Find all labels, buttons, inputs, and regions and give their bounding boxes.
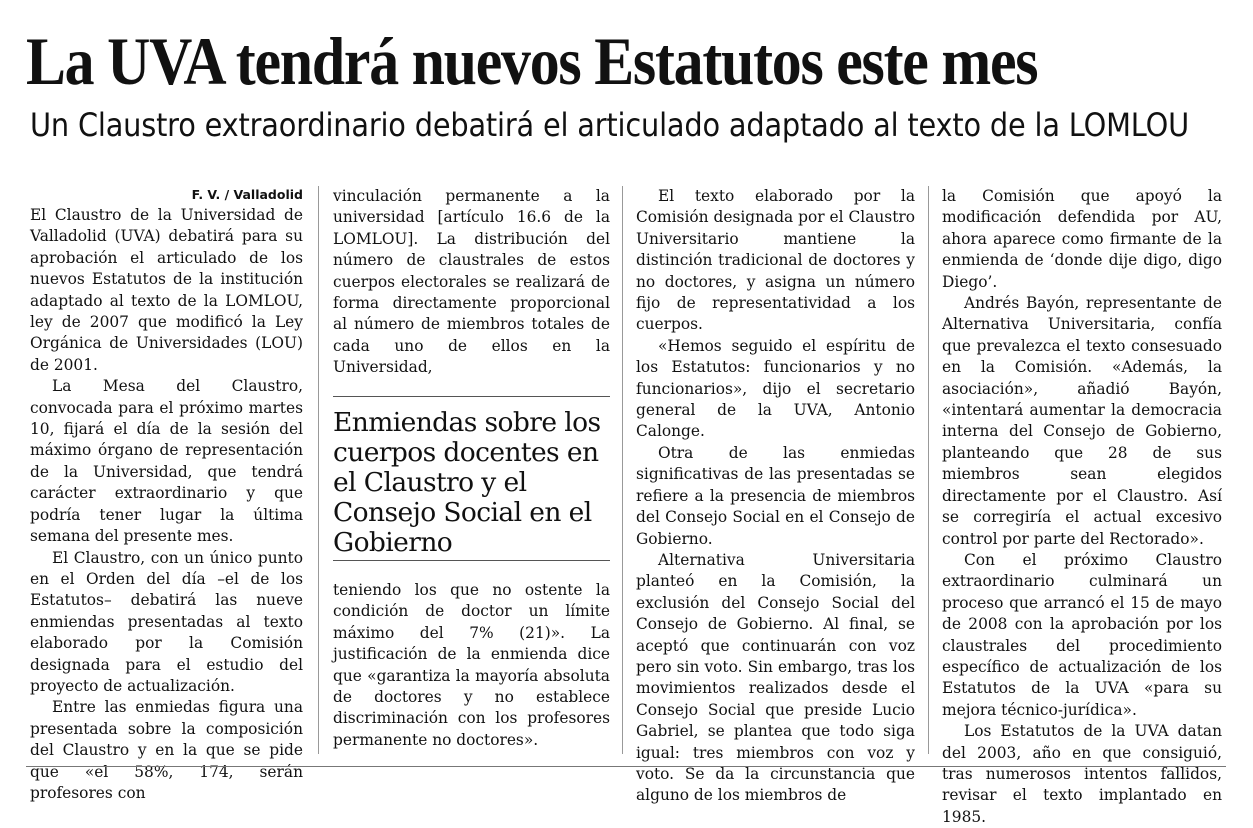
paragraph: Andrés Bayón, representante de Alternativa Universitaria, confía que prevalezca el texto consesuado en la Comisión. «Además, la asociación», añadió Bayón, «intentará aumentar la democracia interna del Consejo de Gobierno, planteando que 28 de sus miembros sean elegidos directamente por el Claustro. Así se corregiría el actual excesivo control por parte del Rectorado».: [942, 294, 1222, 548]
article-column-2-top: [333, 186, 610, 379]
article-column-2-bottom: [333, 580, 610, 751]
paragraph: Los Estatutos de la UVA datan del 2003, año en que consiguió, tras numerosos intentos fallidos, revisar el texto implantado en 1985.: [942, 722, 1222, 826]
column-divider: [318, 186, 319, 754]
paragraph: El texto elaborado por la Comisión designada por el Claustro Universitario mantiene la distinción tradicional de doctores y no doctores, y asigna un número fijo de representatividad a los cuerpos.: [636, 187, 915, 334]
paragraph: «Hemos seguido el espíritu de los Estatutos: funcionarios y no funcionarios», dijo el secretario general de la UVA, Antonio Calonge.: [636, 336, 915, 441]
paragraph: Con el próximo Claustro extraordinario culminará un proceso que arrancó el 15 de mayo de 2008 con la aprobación por los claustrales del procedimiento específico de actualización de los Estatutos de la UVA «para su mejora técnico-jurídica».: [942, 550, 1222, 719]
paragraph: teniendo los que no ostente la condición de doctor un límite máximo del 7% (21)». La justificación de la enmienda dice que «garantiza la mayoría absoluta de doctores y no establece discriminación con los profesores permanente no doctores».: [333, 581, 610, 749]
column-divider: [622, 186, 623, 754]
paragraph: La Mesa del Claustro, convocada para el próximo martes 10, fijará el día de la sesión del máximo órgano de representación de la Universidad, que tendrá carácter extraordinario y que podría tener lugar la última semana del presente mes.: [30, 377, 303, 546]
article-column-4: [942, 186, 1222, 828]
article-column-1: [30, 186, 303, 804]
article-column-3: [636, 186, 915, 807]
paragraph: El Claustro, con un único punto en el Orden del día –el de los Estatutos– debatirá las nueve enmiendas presentadas al texto elaborado por la Comisión designada para el estudio del proyecto de actualización.: [30, 548, 303, 695]
paragraph: vinculación permanente a la universidad [artículo 16.6 de la LOMLOU]. La distribución del número de claustrales de estos cuerpos electorales se realizará de forma directamente proporcional al número de miembros totales de cada uno de ellos en la Universidad,: [333, 187, 610, 377]
box-top-rule: [333, 396, 610, 397]
paragraph: Alternativa Universitaria planteó en la Comisión, la exclusión del Consejo Social del Consejo de Gobierno. Al final, se aceptó que continuarán con voz pero sin voto. Sin embargo, tras los movimientos realizados desde el Consejo Social que preside Lucio Gabriel, se plantea que todo siga igual: tres miembros con voz y voto. Se da la circunstancia que alguno de los miembros de: [636, 550, 915, 805]
paragraph: Entre las enmiedas figura una presentada sobre la composición del Claustro y en la que se pide que «el 58%, 174, serán profesores con: [30, 698, 303, 802]
bottom-rule: [26, 766, 1226, 767]
paragraph: Otra de las enmiedas significativas de las presentadas se refiere a la presencia de miembros del Consejo Social en el Consejo de Gobierno.: [636, 443, 915, 548]
headline: La UVA tendrá nuevos Estatutos este mes: [26, 23, 1038, 99]
paragraph: la Comisión que apoyó la modificación defendida por AU, ahora aparece como firmante de la enmienda de ‘donde dije digo, digo Diego’.: [942, 187, 1222, 291]
column-divider: [928, 186, 929, 754]
subheadline: Un Claustro extraordinario debatirá el articulado adaptado al texto de la LOMLOU: [30, 106, 1190, 144]
box-bottom-rule: [333, 560, 610, 561]
box-heading: Enmiendas sobre los cuerpos docentes en el Claustro y el Consejo Social en el Gobierno: [333, 407, 601, 558]
byline: F. V. / Valladolid: [191, 187, 303, 202]
paragraph: El Claustro de la Universidad de Valladolid (UVA) debatirá para su aprobación el articulado de los nuevos Estatutos de la institución adaptado al texto de la LOMLOU, ley de 2007 que modificó la Ley Orgánica de Universidades (LOU) de 2001.: [30, 206, 303, 374]
